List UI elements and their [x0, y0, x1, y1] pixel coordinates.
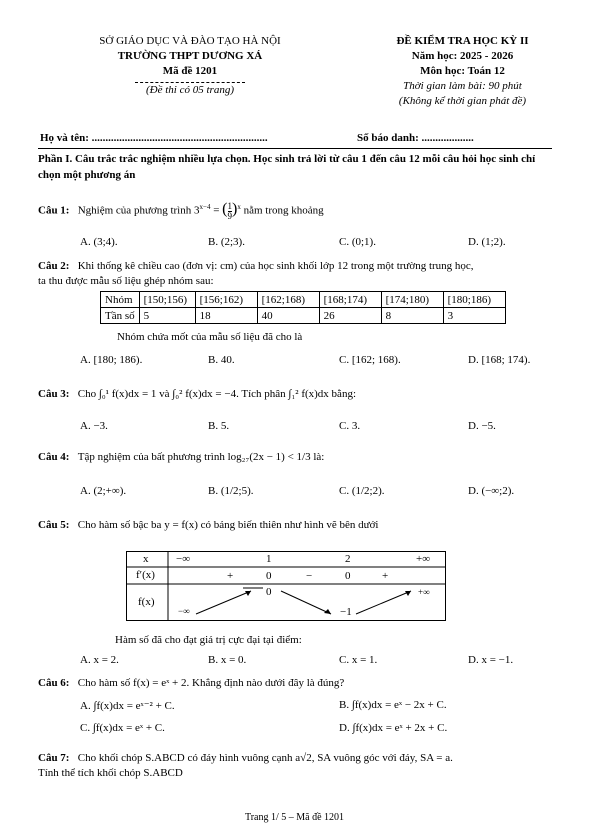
vt-value: +∞ — [418, 587, 430, 597]
vt-value: −∞ — [178, 606, 190, 616]
vt-sign: + — [382, 570, 389, 582]
option-a[interactable]: A. x = 2. — [80, 654, 119, 666]
q1-expr: 3 — [194, 204, 200, 217]
subject: Môn học: Toán 12 — [420, 65, 505, 77]
q-text: Cho khối chóp S.ABCD có đáy hình vuông cạnh a√2, SA vuông góc với đáy, SA = a. — [77, 752, 453, 764]
time-note: (Không kể thời gian phát đề) — [398, 95, 527, 107]
table-cell: [174;180) — [381, 292, 443, 308]
option-d[interactable]: D. x = −1. — [468, 654, 514, 666]
option-c[interactable]: C. 3. — [339, 420, 361, 432]
option-a[interactable]: A. −3. — [80, 420, 108, 432]
q6-options-row1 — [80, 699, 550, 714]
q-text: Khi thống kê chiều cao (đơn vị: cm) của học sinh khối lớp 12 trong một trường trung học, — [77, 260, 474, 272]
table-row — [101, 308, 506, 324]
q5-ask: Hàm số đã cho đạt giá trị cực đại tại điểm: — [115, 634, 302, 646]
vt-x-value: 1 — [266, 553, 272, 565]
question-2 — [38, 259, 552, 289]
variation-table — [126, 551, 446, 621]
table-cell: [150;156) — [139, 292, 195, 308]
q-label: Câu 3: — [38, 388, 70, 400]
option-c[interactable]: C. ∫f(x)dx = eˣ + C. — [80, 722, 165, 734]
question-5 — [38, 518, 552, 533]
q-text: Cho hàm số f(x) = eˣ + 2. Khẳng định nào dưới đây là đúng? — [77, 677, 345, 689]
option-b[interactable]: B. (2;3). — [208, 236, 245, 248]
option-b[interactable]: B. (1/2;5). — [208, 485, 254, 497]
q-text: Cho hàm số bậc ba y = f(x) có bảng biến thiên như hình vẽ bên dưới — [77, 519, 379, 531]
exam-title: ĐỀ KIỂM TRA HỌC KỲ II — [396, 35, 529, 47]
table-cell: [162;168) — [257, 292, 319, 308]
arrow-up-1 — [196, 591, 251, 614]
time-limit: Thời gian làm bài: 90 phút — [403, 80, 522, 92]
table-row — [101, 292, 506, 308]
vt-x-value: −∞ — [176, 553, 191, 565]
question-7 — [38, 751, 552, 781]
question-4 — [38, 450, 552, 465]
option-b[interactable]: B. 40. — [208, 354, 235, 366]
table-cell: 40 — [257, 308, 319, 324]
q-text-2: nằm trong khoảng — [243, 204, 324, 217]
vt-sign: 0 — [266, 570, 272, 582]
table-cell: 26 — [319, 308, 381, 324]
header-rule — [38, 148, 552, 149]
option-d[interactable]: D. ∫f(x)dx = eˣ + 2x + C. — [339, 722, 448, 734]
q1-eq: = — [213, 204, 220, 217]
arrow-up-2 — [356, 591, 411, 614]
option-a[interactable]: A. ∫f(x)dx = eˣ⁻² + C. — [80, 700, 175, 712]
question-6 — [38, 676, 552, 691]
table-cell: 8 — [381, 308, 443, 324]
option-c[interactable]: C. x = 1. — [339, 654, 378, 666]
header-left — [80, 34, 300, 98]
frac-num: 1 — [227, 200, 232, 211]
q4-options — [80, 485, 550, 500]
frac-den: 9 — [227, 210, 232, 221]
q3-options — [80, 420, 550, 435]
option-a[interactable]: A. (2;+∞). — [80, 485, 127, 497]
school-year: Năm học: 2025 - 2026 — [411, 50, 514, 62]
q5-options — [80, 654, 550, 669]
question-1: Câu 1: Nghiệm của phương trình $3^{x-4}$ = ( $\frac{1}{9}$ )$^x$ nằm trong khoảng — [38, 200, 324, 221]
vt-sign: − — [306, 570, 313, 582]
q-label: Câu 2: — [38, 260, 70, 272]
option-a[interactable]: A. (3;4). — [80, 236, 118, 248]
q-text: Nghiệm của phương trình — [77, 204, 192, 217]
student-name-field[interactable]: Họ và tên: ................................................................ — [40, 132, 268, 144]
q-label: Câu 7: — [38, 752, 70, 764]
vt-value: 0 — [266, 586, 272, 598]
variation-table-grid — [126, 551, 446, 621]
q-text: Tập nghiệm của bất phương trình log₂₇(2x − 1) < 1/3 là: — [77, 451, 325, 463]
header-right — [355, 34, 570, 109]
vt-sign: 0 — [345, 570, 351, 582]
vt-f-label: f(x) — [138, 596, 155, 608]
vt-value: −1 — [340, 606, 352, 618]
question-3 — [38, 387, 552, 402]
table-cell: 5 — [139, 308, 195, 324]
q2-ask: Nhóm chứa mốt của mẫu số liệu đã cho là — [117, 331, 303, 343]
page-footer: Trang 1/ 5 – Mã đề 1201 — [244, 812, 345, 823]
table-cell: 3 — [443, 308, 505, 324]
q6-options-row2 — [80, 722, 550, 737]
q1-options — [80, 236, 550, 251]
option-d[interactable]: D. [168; 174). — [468, 354, 531, 366]
table-cell: [156;162) — [195, 292, 257, 308]
q-text-2: ta thu được mẫu số liệu ghép nhóm sau: — [38, 275, 214, 287]
part-heading: Phần I. Câu trắc trắc nghiệm nhiều lựa chọn. Học sinh trả lời từ câu 1 đến câu 12 mỗi câu hỏi học sinh chỉ chọn một phương án — [38, 153, 536, 181]
table-cell: Nhóm — [101, 292, 140, 308]
q2-options — [80, 354, 550, 369]
q-label: Câu 1: — [38, 204, 70, 217]
option-b[interactable]: B. 5. — [208, 420, 230, 432]
table-cell: [180;186) — [443, 292, 505, 308]
student-info — [40, 132, 550, 144]
option-b[interactable]: B. ∫f(x)dx = eˣ − 2x + C. — [339, 699, 447, 711]
option-c[interactable]: C. [162; 168). — [339, 354, 401, 366]
frequency-table — [100, 291, 506, 324]
option-c[interactable]: C. (0;1). — [339, 236, 376, 248]
vt-fp-label: f′(x) — [136, 569, 155, 581]
q1-exp: x−4 — [199, 203, 211, 211]
q-label: Câu 4: — [38, 451, 70, 463]
table-cell: [168;174) — [319, 292, 381, 308]
q-text-2: Tính thể tích khối chóp S.ABCD — [38, 767, 183, 779]
option-d[interactable]: D. (1;2). — [468, 236, 506, 248]
option-a[interactable]: A. [180; 186). — [80, 354, 143, 366]
arrow-down — [281, 591, 331, 614]
table-cell: Tần số — [101, 308, 140, 324]
school-name: TRƯỜNG THPT DƯƠNG XÁ — [117, 50, 263, 62]
table-cell: 18 — [195, 308, 257, 324]
exam-code: Mã đề 1201 — [162, 65, 218, 77]
student-id-field[interactable]: Số báo danh: ................... — [357, 132, 474, 144]
vt-x-value: 2 — [345, 553, 351, 565]
dept-name: SỞ GIÁO DỤC VÀ ĐÀO TẠO HÀ NỘI — [99, 35, 281, 47]
page-count: (Đề thi có 05 trang) — [146, 84, 234, 96]
option-d[interactable]: D. −5. — [468, 420, 496, 432]
vt-x-label: x — [143, 553, 149, 565]
q-label: Câu 6: — [38, 677, 70, 689]
q-label: Câu 5: — [38, 519, 70, 531]
option-d[interactable]: D. (−∞;2). — [468, 485, 515, 497]
option-b[interactable]: B. x = 0. — [208, 654, 247, 666]
q-text: Cho ∫₀¹ f(x)dx = 1 và ∫₀² f(x)dx = −4. Tích phân ∫₁² f(x)dx bằng: — [77, 388, 356, 400]
q1-exp2: x — [237, 203, 241, 211]
vt-sign: + — [227, 570, 234, 582]
vt-x-value: +∞ — [416, 553, 431, 565]
option-c[interactable]: C. (1/2;2). — [339, 485, 385, 497]
